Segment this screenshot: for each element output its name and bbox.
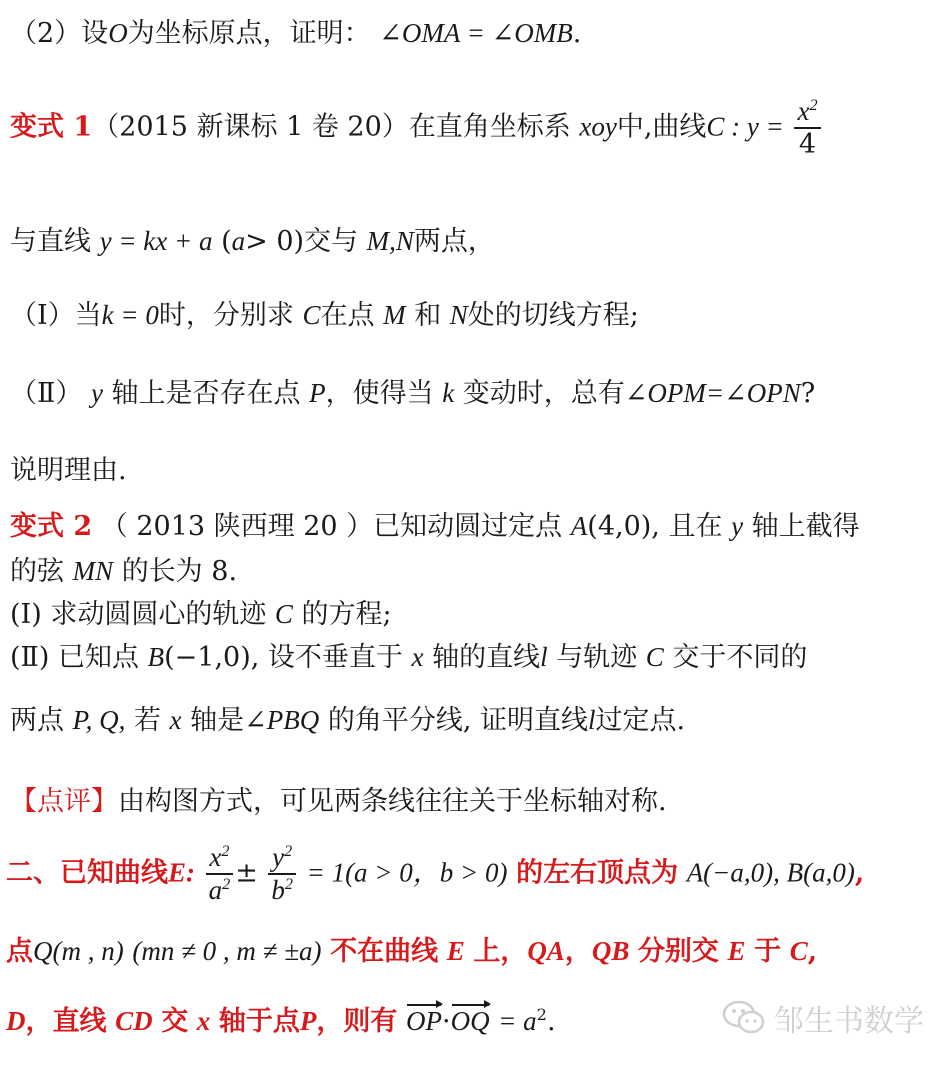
watermark xyxy=(722,996,924,1040)
review-line: 【点评】由构图方式，可见两条线往往关于坐标轴对称. xyxy=(10,786,667,817)
v1-part1: （Ⅰ）当k = 0时，分别求 C在点 M 和 N处的切线方程; xyxy=(10,300,639,331)
v1-fraction: $\frac{x^2}{4}$ xyxy=(794,96,820,160)
q2-line: （2）设O为坐标原点，证明： ∠OMA = ∠OMB. xyxy=(10,18,582,49)
s2-line3: D，直线 CD 交 x 轴于点P，则有 $OP\cdot OQ = a^2$. xyxy=(6,1005,556,1037)
v1-part3: 说明理由. xyxy=(10,455,127,486)
v1-tag: 变式 1 xyxy=(10,111,93,143)
review-tag: 【点评】 xyxy=(10,786,118,817)
s2-line1: 二、已知曲线E: $\frac{x^2}{a^2}$ ± $\frac{y^2}{b^2}$ = 1(a > 0，b > 0) 的左右顶点为 A(−a,0), B(a,0), xyxy=(6,842,865,906)
v2-line1: 变式 2 （ 2013 陕西理 20 ）已知动圆过定点 A(4,0), 且在 y 轴上截得 xyxy=(10,511,860,542)
q2-equation: ∠OMA = ∠OMB xyxy=(379,18,573,48)
v2-tag: 变式 2 xyxy=(10,511,93,542)
v1-title-line: 变式 1（2015 新课标 1 卷 20）在直角坐标系 xoy中,曲线C : y = $\frac{x^2}{4}$ xyxy=(10,96,823,160)
s2-fraction-x: $\frac{x^2}{a^2}$ xyxy=(206,842,234,906)
v2-line4: (Ⅱ) 已知点 B(−1,0), 设不垂直于 x 轴的直线l 与轨迹 C 交于不同的 xyxy=(10,642,808,673)
v1-line2: 与直线 y = kx + a (a> 0)交与 M,N两点， xyxy=(10,226,495,257)
wechat-icon xyxy=(722,1000,766,1036)
v2-line5: 两点 P, Q, 若 x 轴是∠PBQ 的角平分线, 证明直线l过定点. xyxy=(10,705,686,736)
v2-line3: (Ⅰ) 求动圆圆心的轨迹 C 的方程; xyxy=(10,599,392,630)
s2-line2: 点Q(m , n) (mn ≠ 0 , m ≠ ±a) 不在曲线 E 上，QA，QB 分别交 E 于 C, xyxy=(6,936,818,967)
v2-line2: 的弦 MN 的长为 8. xyxy=(10,556,238,587)
v1-part2: （Ⅱ） y 轴上是否存在点 P，使得当 k 变动时，总有∠OPM=∠OPN? xyxy=(10,378,816,409)
vector-op: OP xyxy=(405,1006,442,1036)
s2-fraction-y: $\frac{y^2}{b^2}$ xyxy=(268,842,296,906)
watermark-text: 邹生书数学 xyxy=(774,1004,924,1039)
vector-oq: OQ xyxy=(450,1006,490,1036)
